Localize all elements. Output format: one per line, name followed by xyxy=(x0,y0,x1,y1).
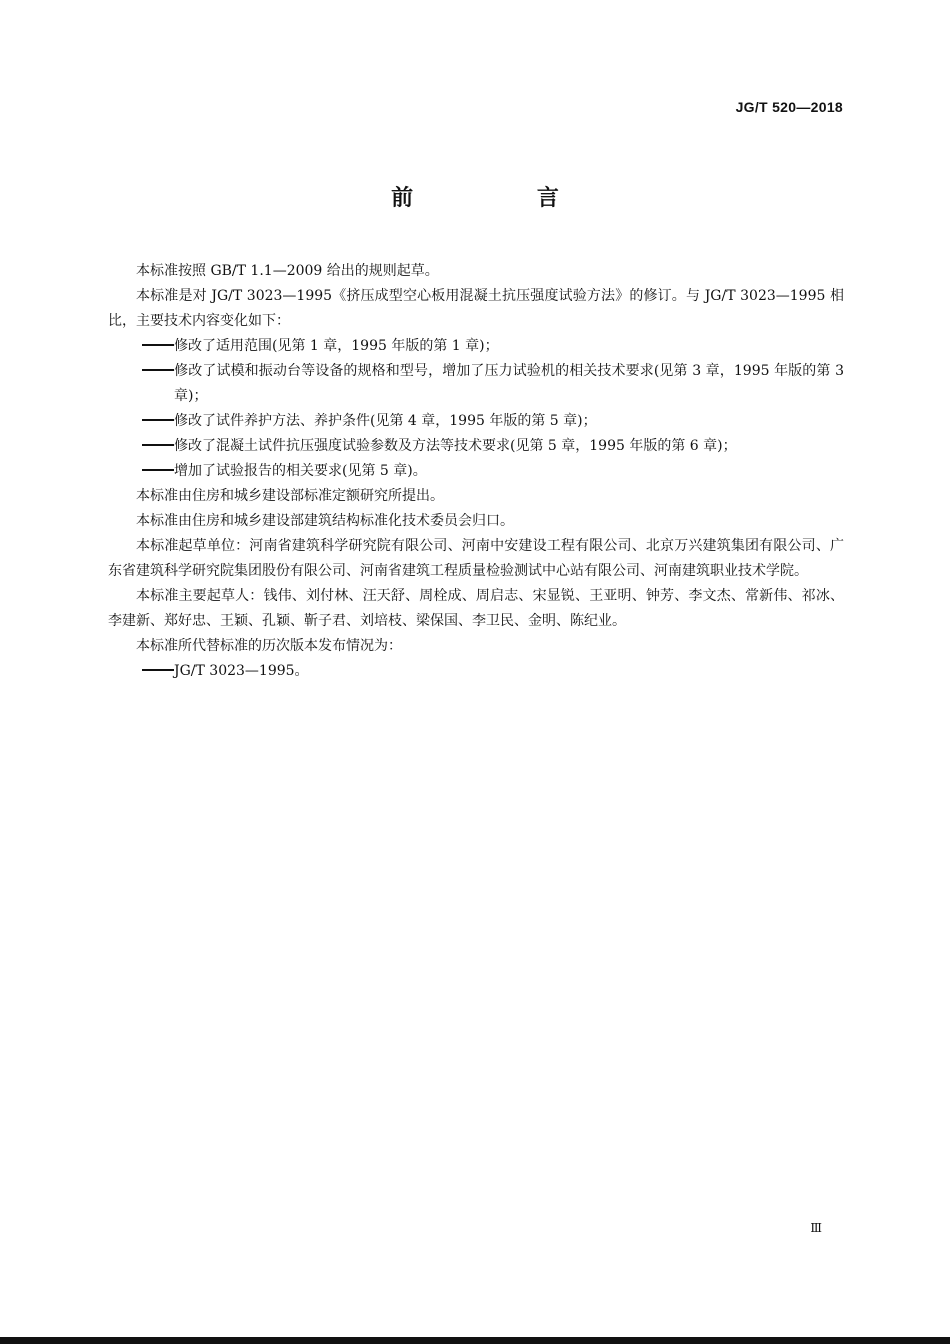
list-item-text: 修改了适用范围(见第 1 章，1995 年版的第 1 章)； xyxy=(174,338,499,354)
page-number: Ⅲ xyxy=(810,1221,822,1235)
paragraph-revision-note: 本标准是对 JG/T 3023—1995《挤压成型空心板用混凝土抗压强度试验方法》的修订。与 JG/T 3023—1995 相比，主要技术内容变化如下： xyxy=(108,288,844,329)
paragraph-drafting-units: 本标准起草单位：河南省建筑科学研究院有限公司、河南中安建设工程有限公司、北京万兴建筑集团有限公司、广东省建筑科学研究院集团股份有限公司、河南省建筑工程质量检验测试中心站有限公司、河南建筑职业技术学院。 xyxy=(108,538,844,579)
page-bottom-border xyxy=(0,1337,950,1344)
list-item xyxy=(108,334,844,359)
list-item xyxy=(108,359,844,409)
dash-mark xyxy=(142,419,174,421)
dash-mark xyxy=(142,444,174,446)
dash-mark xyxy=(142,469,174,471)
list-item xyxy=(108,409,844,434)
history-item-text: JG/T 3023—1995。 xyxy=(174,663,309,679)
paragraph-proposer: 本标准由住房和城乡建设部标准定额研究所提出。 xyxy=(136,488,444,504)
dash-mark xyxy=(142,369,174,371)
list-item-text: 修改了试件养护方法、养护条件(见第 4 章，1995 年版的第 5 章)； xyxy=(174,413,597,429)
paragraph-administrator: 本标准由住房和城乡建设部建筑结构标准化技术委员会归口。 xyxy=(136,513,514,529)
list-item-text: 修改了试模和振动台等设备的规格和型号，增加了压力试验机的相关技术要求(见第 3 章，1995 年版的第 3 章)； xyxy=(174,363,844,404)
list-item xyxy=(108,459,844,484)
page-title: 前 言 xyxy=(391,186,617,211)
dash-mark xyxy=(142,669,174,671)
list-item xyxy=(108,434,844,459)
foreword-body xyxy=(108,259,844,684)
paragraph-history-intro: 本标准所代替标准的历次版本发布情况为： xyxy=(136,638,402,654)
history-item xyxy=(108,659,844,684)
list-item-text: 修改了混凝土试件抗压强度试验参数及方法等技术要求(见第 5 章，1995 年版的第 6 章)； xyxy=(174,438,737,454)
paragraph-drafters: 本标准主要起草人：钱伟、刘付林、汪天舒、周栓成、周启志、宋显锐、王亚明、钟芳、李文杰、常新伟、祁冰、李建新、郑好忠、王颖、孔颖、靳子君、刘培枝、梁保国、李卫民、金明、陈纪业。 xyxy=(108,588,844,629)
list-item-text: 增加了试验报告的相关要求(见第 5 章)。 xyxy=(174,463,427,479)
paragraph-drafting-rules: 本标准按照 GB/T 1.1—2009 给出的规则起草。 xyxy=(136,263,439,279)
standard-code: JG/T 520—2018 xyxy=(735,99,843,115)
dash-mark xyxy=(142,344,174,346)
